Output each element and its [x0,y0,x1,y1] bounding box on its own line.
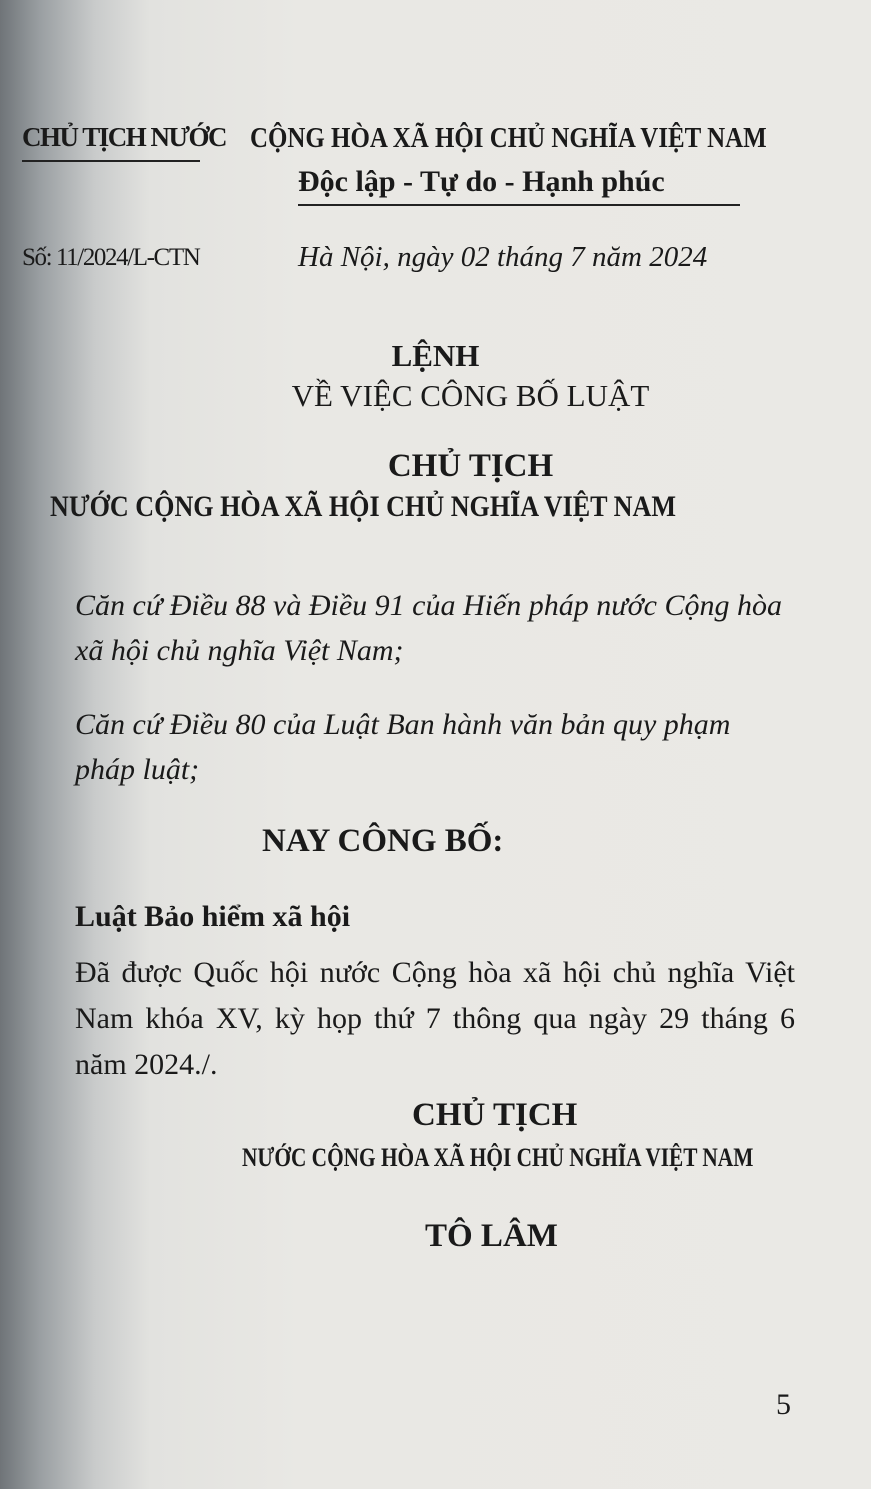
order-subtitle: VỀ VIỆC CÔNG BỐ LUẬT [291,378,650,413]
signatory-title: CHỦ TỊCH [412,1097,578,1133]
national-motto: Độc lập - Tự do - Hạnh phúc [298,165,665,198]
basis-paragraph: Căn cứ Điều 88 và Điều 91 của Hiến pháp nước Cộng hòa xã hội chủ nghĩa Việt Nam; [75,589,782,667]
law-name: Luật Bảo hiểm xã hội [75,900,351,933]
order-title: LỆNH [391,338,480,373]
basis-paragraph: Căn cứ Điều 80 của Luật Ban hành văn bản quy phạm pháp luật; [75,708,731,786]
announcement-heading: NAY CÔNG BỐ: [262,823,504,859]
page-number: 5 [776,1388,791,1421]
national-title: CỘNG HÒA XÃ HỘI CHỦ NGHĨA VIỆT NAM [250,122,767,154]
passage-statement: Đã được Quốc hội nước Cộng hòa xã hội chủ nghĩa Việt Nam khóa XV, kỳ họp thứ 7 thông qua ngày 29 tháng 6 năm 2024./. [75,956,795,1081]
issuer-subtitle: NƯỚC CỘNG HÒA XÃ HỘI CHỦ NGHĨA VIỆT NAM [50,490,676,523]
issuing-authority-underline [22,160,200,162]
document-number: Số: 11/2024/L-CTN [22,244,200,271]
place-and-date: Hà Nội, ngày 02 tháng 7 năm 2024 [298,241,708,273]
issuing-authority: CHỦ TỊCH NƯỚC [22,122,227,152]
signatory-name: TÔ LÂM [425,1218,558,1254]
motto-underline [298,204,740,206]
issuer-title: CHỦ TỊCH [387,448,554,484]
signatory-subtitle: NƯỚC CỘNG HÒA XÃ HỘI CHỦ NGHĨA VIỆT NAM [242,1143,754,1172]
